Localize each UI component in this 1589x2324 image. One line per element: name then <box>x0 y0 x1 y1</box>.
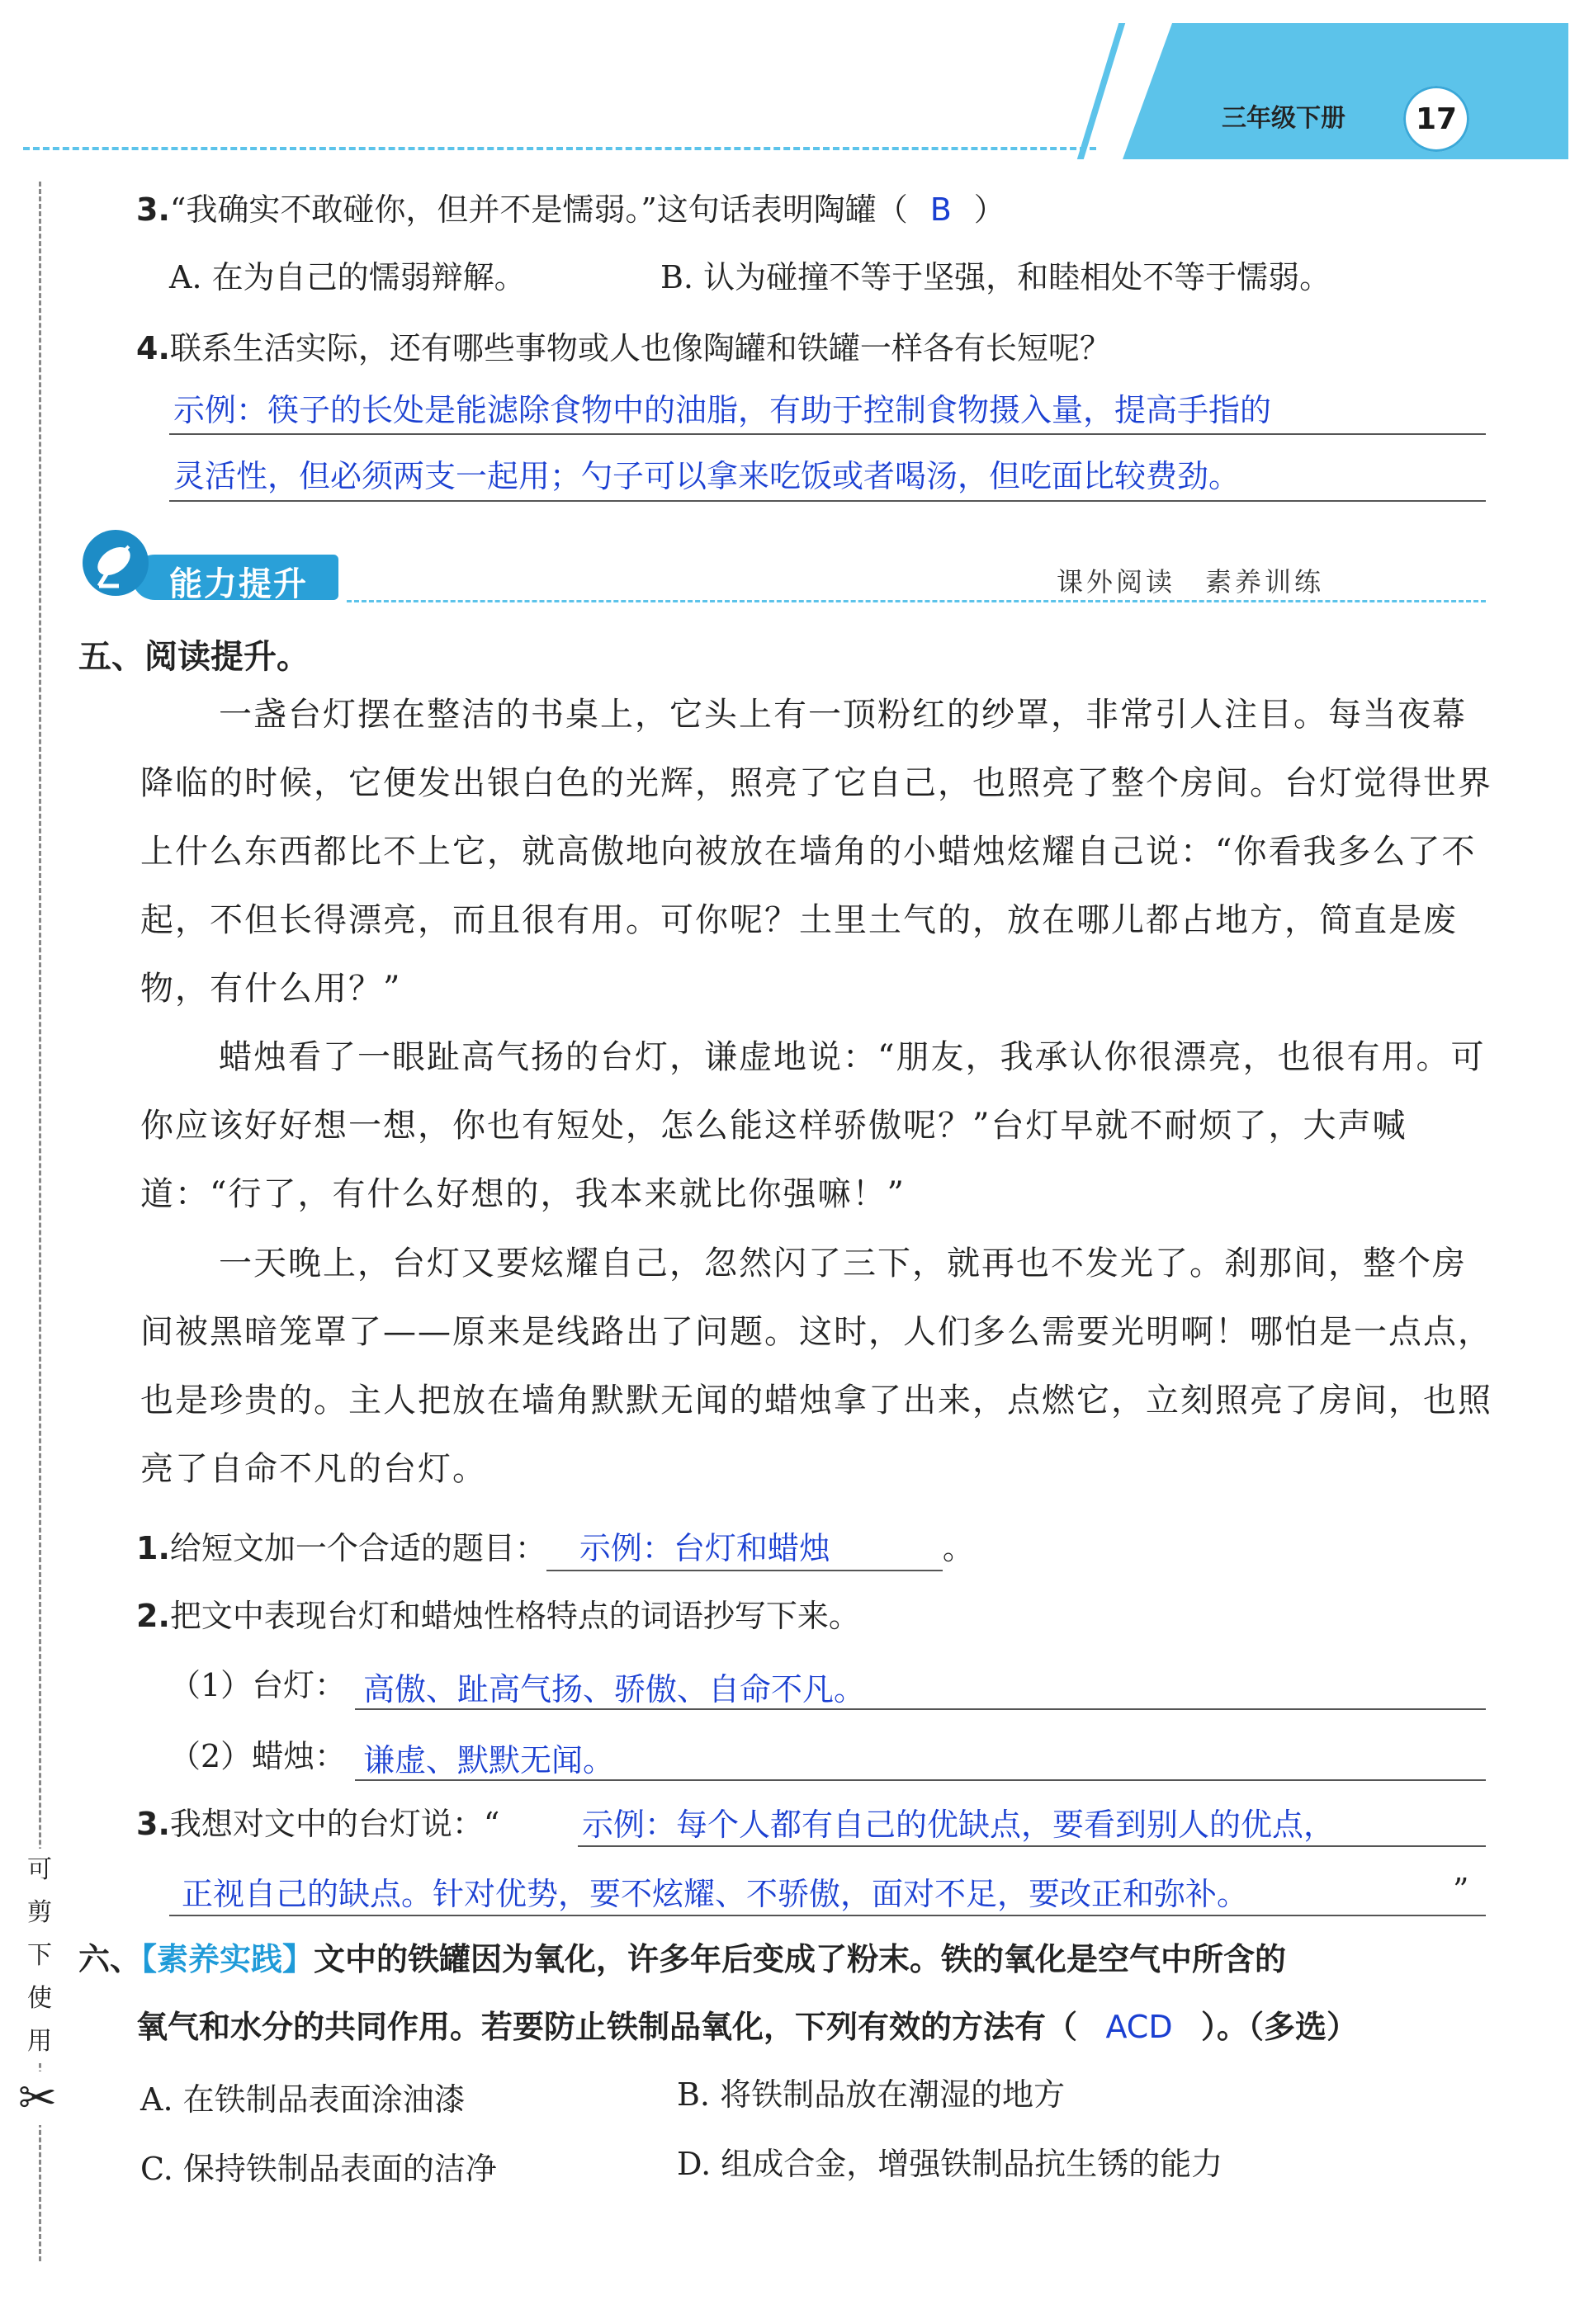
section-5-question-3: 3.我想对文中的台灯说：“ <box>136 1806 500 1842</box>
cut-guide-text: 可剪下使用 <box>23 1849 56 2063</box>
section-6-tag: 【素养实践】 <box>141 1941 314 1977</box>
section-5-question-3-close-quote: ” <box>1453 1872 1469 1908</box>
section-5-question-2-lamp-answer: 高傲、趾高气扬、骄傲、自命不凡。 <box>363 1671 866 1708</box>
answer-rule <box>169 500 1486 502</box>
question-4-answer-line-1: 示例：筷子的长处是能滤除食物中的油脂，有助于控制食物摄入量，提高手指的 <box>173 392 1272 428</box>
section-5-question-2-candle-answer: 谦虚、默默无闻。 <box>363 1742 615 1778</box>
question-3-answer: B <box>929 191 952 228</box>
answer-rule <box>355 1708 1486 1710</box>
ability-badge-label: 能力提升 <box>169 565 308 603</box>
satellite-dish-icon <box>83 530 149 596</box>
question-3-stem: 3.“我确实不敢碰你，但并不是懦弱。”这句话表明陶罐（ B ） <box>136 188 1005 231</box>
question-4-answer-line-2: 灵活性，但必须两支一起用；勺子可以拿来吃饭或者喝汤，但吃面比较费劲。 <box>173 458 1241 494</box>
section-5-question-1-answer: 示例：台灯和蜡烛 <box>546 1527 943 1571</box>
passage-paragraph-3: 一天晚上，台灯又要炫耀自己，忽然闪了三下，就再也不发光了。刹那间，整个房间被黑暗笼罩了——原来是线路出了问题。这时，人们多么需要光明啊！哪怕是一点点，也是珍贵的。主人把放在墙角默默无闻的蜡烛拿了出来，点燃它，立刻照亮了房间，也照亮了自命不凡的台灯。 <box>140 1245 1492 1488</box>
section-6-stem-line-1: 六、【素养实践】文中的铁罐因为氧化，许多年后变成了粉末。铁的氧化是空气中所含的 <box>78 1941 1287 1977</box>
section-5-question-2-candle-label: （2）蜡烛： <box>169 1738 347 1774</box>
passage-paragraph-2: 蜡烛看了一眼趾高气扬的台灯，谦虚地说：“朋友，我承认你很漂亮，也很有用。可你应该好好想一想，你也有短处，怎么能这样骄傲呢？”台灯早就不耐烦了，大声喊道：“行了，有什么好想的，我本来就比你强嘛！” <box>140 1038 1486 1213</box>
section-6-stem-line-2: 氧气和水分的共同作用。若要防止铁制品氧化，下列有效的方法有（ ACD ）。（多选） <box>136 2005 1358 2048</box>
section-5-question-3-answer-line-1: 示例：每个人都有自己的优缺点，要看到别人的优点， <box>582 1807 1336 1843</box>
header-dashed-line <box>23 147 1096 150</box>
question-3-option-b: B. 认为碰撞不等于坚强，和睦相处不等于懦弱。 <box>660 259 1331 295</box>
answer-rule <box>355 1779 1486 1781</box>
header-tab <box>1123 23 1568 159</box>
question-4-stem: 4.联系生活实际，还有哪些事物或人也像陶罐和铁罐一样各有长短呢？ <box>136 330 1111 366</box>
section-5-question-1: 1.给短文加一个合适的题目： 示例：台灯和蜡烛 。 <box>136 1527 974 1571</box>
ability-subtitle: 课外阅读 素养训练 <box>1057 566 1325 598</box>
answer-rule <box>169 433 1486 435</box>
section-5-question-3-answer-line-2: 正视自己的缺点。针对优势，要不炫耀、不骄傲，面对不足，要改正和弥补。 <box>182 1876 1249 1912</box>
section-5-title: 五、阅读提升。 <box>78 638 310 676</box>
ability-dashed-line <box>347 600 1486 602</box>
section-6-option-d: D. 组成合金，增强铁制品抗生锈的能力 <box>677 2146 1223 2182</box>
page-number: 17 <box>1403 86 1469 152</box>
passage-paragraph-1: 一盏台灯摆在整洁的书桌上，它头上有一顶粉红的纱罩，非常引人注目。每当夜幕降临的时候，它便发出银白色的光辉，照亮了它自己，也照亮了整个房间。台灯觉得世界上什么东西都比不上它，就高傲地向被放在墙角的小蜡烛炫耀自己说：“你看我多么了不起，不但长得漂亮，而且很有用。可你呢？土里土气的，放在哪儿都占地方，简直是废物，有什么用？” <box>140 696 1492 1008</box>
section-6-option-c: C. 保持铁制品表面的洁净 <box>140 2151 497 2187</box>
scissors-icon: ✂ <box>18 2071 57 2125</box>
section-6-option-b: B. 将铁制品放在潮湿的地方 <box>677 2076 1066 2113</box>
header-divider <box>1077 23 1125 159</box>
section-5-question-2-lamp-label: （1）台灯： <box>169 1667 347 1703</box>
section-6-answer: ACD <box>1105 2009 1173 2045</box>
section-6-option-a: A. 在铁制品表面涂油漆 <box>140 2081 466 2118</box>
answer-rule <box>578 1845 1486 1847</box>
section-5-question-2: 2.把文中表现台灯和蜡烛性格特点的词语抄写下来。 <box>136 1598 860 1634</box>
answer-rule <box>169 1915 1486 1916</box>
question-3-option-a: A. 在为自己的懦弱辩解。 <box>169 259 526 295</box>
grade-label: 三年级下册 <box>1222 104 1345 133</box>
